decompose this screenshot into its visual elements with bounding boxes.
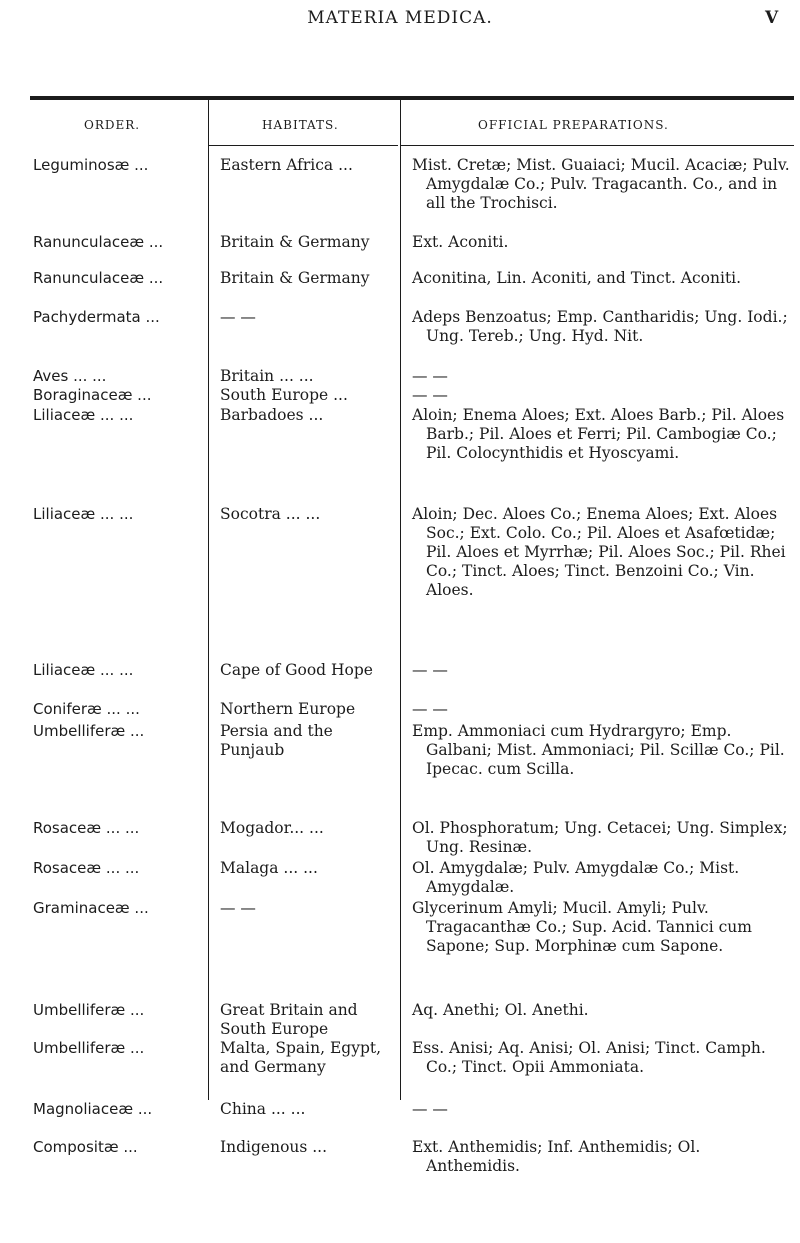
order-cell: Coniferæ ... ... <box>33 700 140 718</box>
habitats-header-rule <box>208 145 398 146</box>
page-title: MATERIA MEDICA. <box>307 8 493 28</box>
order-cell: Pachydermata ... <box>33 308 160 326</box>
order-cell: Leguminosæ ... <box>33 156 149 174</box>
habitat-cell: Malaga ... ... <box>220 859 318 877</box>
column-divider-2 <box>400 100 401 1100</box>
habitat-cell: Britain & Germany <box>220 269 370 287</box>
habitat-cell: Britain ... ... <box>220 367 314 385</box>
order-cell: Rosaceæ ... ... <box>33 819 140 837</box>
order-cell: Aves ... ... <box>33 367 107 385</box>
habitat-cell: Cape of Good Hope <box>220 661 373 679</box>
preparations-cell: Adeps Benzoatus; Emp. Cantharidis; Ung. Iodi.; Ung. Tereb.; Ung. Hyd. Nit. <box>412 308 788 345</box>
habitat-cell: China ... ... <box>220 1100 306 1118</box>
order-cell: Magnoliaceæ ... <box>33 1100 153 1118</box>
preparations-cell: Aloin; Dec. Aloes Co.; Enema Aloes; Ext. Aloes Soc.; Ext. Colo. Co.; Pil. Aloes et Asafœtidæ; Pil. Aloes et Myrrhæ; Pil. Aloes Soc.; Pil. Rhei Co.; Tinct. Aloes; Tinct. Benzoini Co.; Vin. Aloes. <box>412 505 786 599</box>
order-cell: Rosaceæ ... ... <box>33 859 140 877</box>
preparations-cell: Glycerinum Amyli; Mucil. Amyli; Pulv. Tragacanthæ Co.; Sup. Acid. Tannici cum Sapone; Sup. Morphinæ cum Sapone. <box>412 899 752 955</box>
order-cell: Umbelliferæ ... <box>33 1039 145 1057</box>
preparations-cell: — — <box>412 386 448 404</box>
order-cell: Compositæ ... <box>33 1138 138 1156</box>
page-letter: V <box>765 8 779 28</box>
preparations-cell: Ol. Phosphoratum; Ung. Cetacei; Ung. Simplex; Ung. Resinæ. <box>412 819 788 856</box>
preparations-cell: Ext. Aconiti. <box>412 233 509 251</box>
preparations-cell: Emp. Ammoniaci cum Hydrargyro; Emp. Galbani; Mist. Ammoniaci; Pil. Scillæ Co.; Pil. Ipecac. cum Scilla. <box>412 722 785 778</box>
order-cell: Graminaceæ ... <box>33 899 149 917</box>
preparations-header-rule <box>400 145 794 146</box>
habitat-cell: Socotra ... ... <box>220 505 321 523</box>
preparations-cell: Ess. Anisi; Aq. Anisi; Ol. Anisi; Tinct. Camph. Co.; Tinct. Opii Ammoniata. <box>412 1039 766 1076</box>
habitat-cell: Northern Europe <box>220 700 356 718</box>
preparations-cell: — — <box>412 1100 448 1118</box>
order-cell: Liliaceæ ... ... <box>33 505 134 523</box>
order-cell: Ranunculaceæ ... <box>33 269 164 287</box>
habitat-cell: Mogador... ... <box>220 819 324 837</box>
habitat-cell: Barbadoes ... <box>220 406 324 424</box>
order-cell: Umbelliferæ ... <box>33 722 145 740</box>
habitat-cell: — — <box>220 308 256 326</box>
top-rule <box>30 96 794 100</box>
column-header-preparations: OFFICIAL PREPARATIONS. <box>478 118 669 132</box>
preparations-cell: — — <box>412 661 448 679</box>
habitat-cell: Great Britain and South Europe <box>220 1001 358 1038</box>
habitat-cell: Persia and the Punjaub <box>220 722 333 759</box>
preparations-cell: Aloin; Enema Aloes; Ext. Aloes Barb.; Pil. Aloes Barb.; Pil. Aloes et Ferri; Pil. Cambogiæ Co.; Pil. Colocynthidis et Hyoscyami. <box>412 406 785 462</box>
habitat-cell: South Europe ... <box>220 386 348 404</box>
preparations-cell: — — <box>412 367 448 385</box>
preparations-cell: Ext. Anthemidis; Inf. Anthemidis; Ol. Anthemidis. <box>412 1138 701 1175</box>
order-cell: Ranunculaceæ ... <box>33 233 164 251</box>
preparations-cell: Ol. Amygdalæ; Pulv. Amygdalæ Co.; Mist. Amygdalæ. <box>412 859 740 896</box>
column-header-order: ORDER. <box>84 118 141 132</box>
preparations-cell: Aq. Anethi; Ol. Anethi. <box>412 1001 589 1019</box>
column-divider-1 <box>208 100 209 1100</box>
habitat-cell: Britain & Germany <box>220 233 370 251</box>
habitat-cell: Indigenous ... <box>220 1138 328 1156</box>
order-cell: Liliaceæ ... ... <box>33 661 134 679</box>
preparations-cell: — — <box>412 700 448 718</box>
order-cell: Umbelliferæ ... <box>33 1001 145 1019</box>
column-header-habitats: HABITATS. <box>262 118 339 132</box>
order-cell: Boraginaceæ ... <box>33 386 152 404</box>
order-cell: Liliaceæ ... ... <box>33 406 134 424</box>
preparations-cell: Aconitina, Lin. Aconiti, and Tinct. Aconiti. <box>412 269 742 287</box>
habitat-cell: Malta, Spain, Egypt, and Germany <box>220 1039 382 1076</box>
habitat-cell: — — <box>220 899 256 917</box>
habitat-cell: Eastern Africa ... <box>220 156 353 174</box>
preparations-cell: Mist. Cretæ; Mist. Guaiaci; Mucil. Acaciæ; Pulv. Amygdalæ Co.; Pulv. Tragacanth. Co., and in all the Trochisci. <box>412 156 790 212</box>
